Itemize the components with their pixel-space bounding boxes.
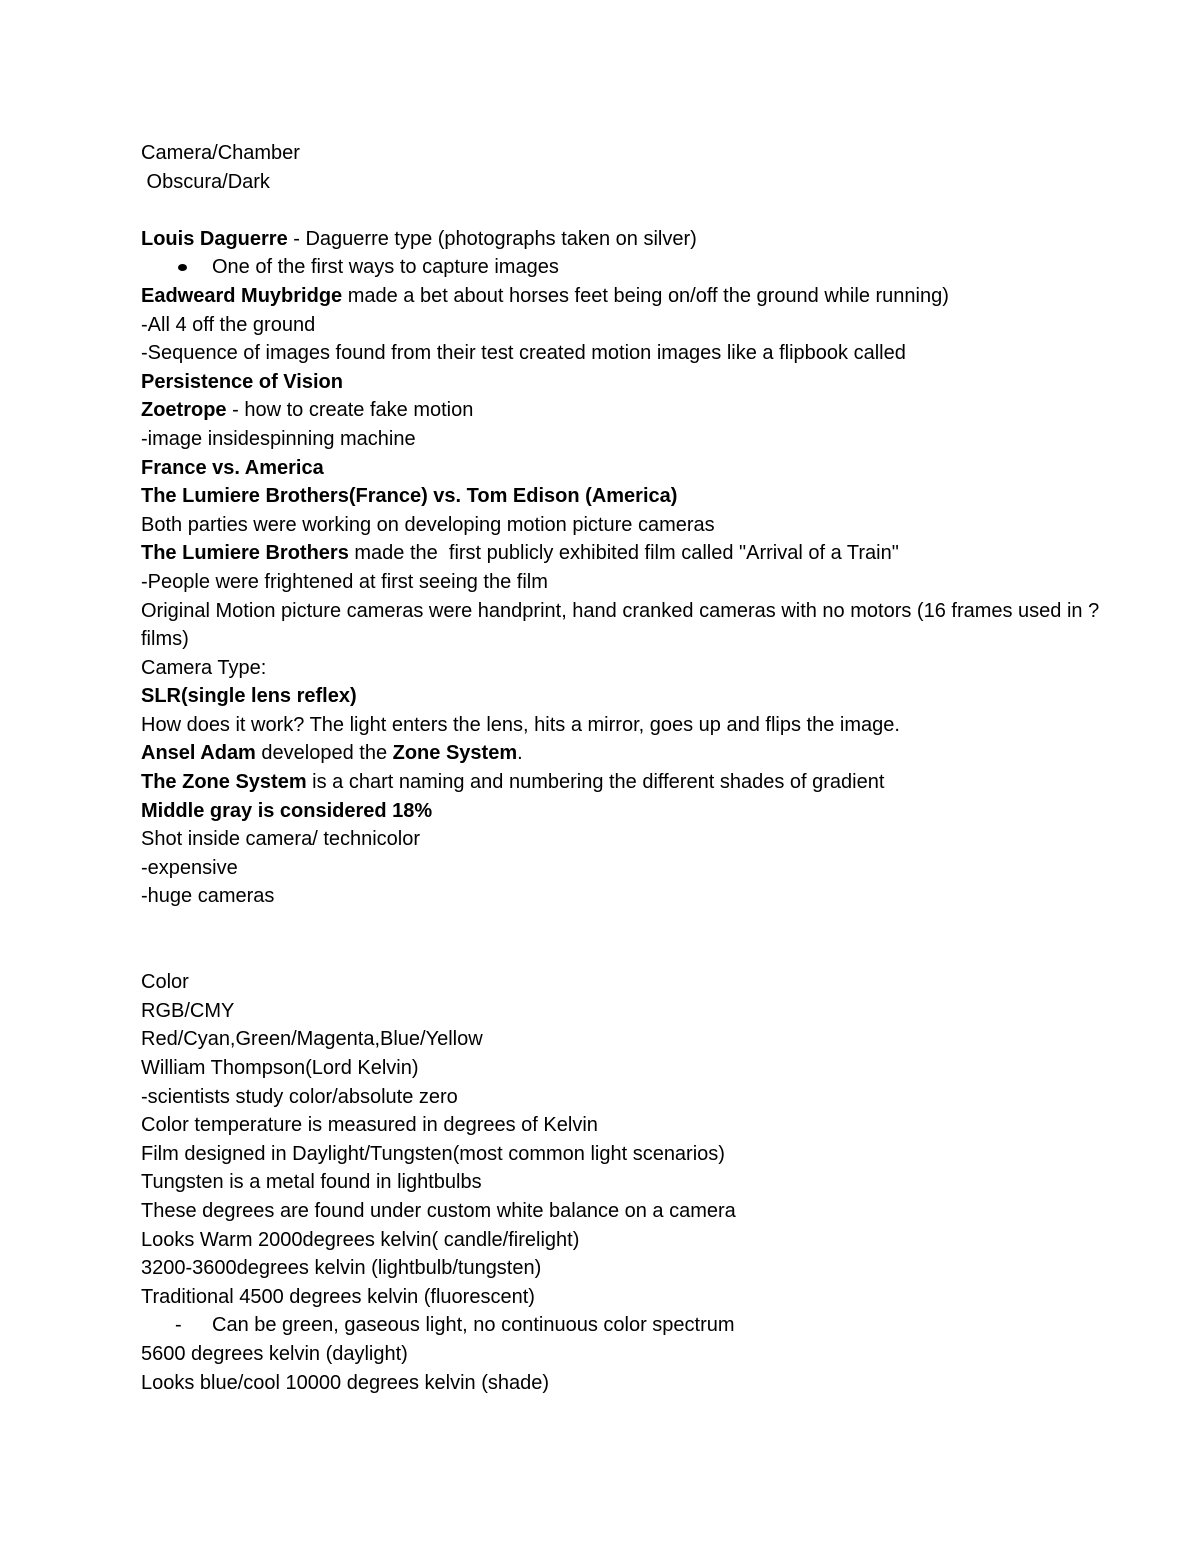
dash-text: Can be green, gaseous light, no continuous color spectrum — [212, 1314, 735, 1337]
note-cool: Looks blue/cool 10000 degrees kelvin (shade) — [141, 1371, 550, 1394]
term-zoetrope: Zoetrope — [141, 399, 227, 422]
dash-marker: - — [175, 1314, 182, 1337]
note-zoetrope-text: - how to create fake motion — [226, 399, 474, 422]
note-ansel-end: . — [517, 742, 523, 765]
bullet-text: One of the first ways to capture images — [212, 256, 559, 279]
note-image-inside: -image insidespinning machine — [141, 427, 416, 450]
document-body — [141, 139, 1141, 1397]
term-middle-gray: Middle gray is considered 18% — [141, 799, 433, 822]
blank-lines — [141, 911, 1141, 968]
note-ansel-text: developed the — [255, 742, 393, 765]
note-film-designed: Film designed in Daylight/Tungsten(most common light scenarios) — [141, 1142, 725, 1165]
note-muybridge-text: made a bet about horses feet being on/off the ground while running) — [342, 284, 949, 307]
bullet-item — [141, 253, 1141, 282]
note-zoetrope — [141, 396, 1141, 425]
note-expensive: -expensive — [141, 856, 238, 879]
dash-item — [141, 1311, 1141, 1340]
term-slr: SLR(single lens reflex) — [141, 685, 357, 708]
note-daguerre — [141, 225, 1141, 254]
note-lumiere-text: made the first publicly exhibited film called "Arrival of a Train" — [348, 542, 899, 565]
note-william-thompson: William Thompson(Lord Kelvin) — [141, 1057, 419, 1079]
note-camera-type: Camera Type: — [141, 656, 267, 679]
blank-line — [141, 196, 1141, 225]
note-traditional: Traditional 4500 degrees kelvin (fluorescent) — [141, 1285, 535, 1308]
note-both-parties: Both parties were working on developing motion picture cameras — [141, 513, 715, 536]
note-huge-cameras: -huge cameras — [141, 885, 275, 908]
note-rgb-cmy: RGB/CMY — [141, 999, 235, 1022]
note-sequence: -Sequence of images found from their test created motion images like a flipbook called — [141, 342, 906, 365]
heading-camera-chamber: Camera/Chamber — [141, 142, 300, 164]
term-louis-daguerre: Louis Daguerre — [141, 227, 288, 250]
note-shot-inside: Shot inside camera/ technicolor — [141, 828, 421, 851]
note-zone-system — [141, 768, 1141, 797]
note-lumiere-exhibited — [141, 539, 1141, 568]
note-color-pairs: Red/Cyan,Green/Magenta,Blue/Yellow — [141, 1028, 483, 1051]
note-ansel-adam — [141, 739, 1141, 768]
note-color-temperature: Color temperature is measured in degrees of Kelvin — [141, 1114, 598, 1137]
term-zone-system: Zone System — [392, 742, 518, 765]
note-3200-3600: 3200-3600degrees kelvin (lightbulb/tungsten) — [141, 1257, 542, 1280]
heading-color: Color — [141, 971, 189, 994]
note-muybridge — [141, 282, 1141, 311]
note-warm: Looks Warm 2000degrees kelvin( candle/firelight) — [141, 1228, 580, 1251]
term-the-zone-system: The Zone System — [141, 771, 307, 794]
note-daguerre-text: - Daguerre type (photographs taken on silver) — [287, 227, 697, 250]
term-ansel-adam: Ansel Adam — [141, 742, 256, 765]
note-original-cameras: Original Motion picture cameras were handprint, hand cranked cameras with no motors (16 frames used in ? films) — [141, 599, 1100, 651]
bullet-dot-icon — [178, 264, 187, 271]
term-lumiere-vs-edison: The Lumiere Brothers(France) vs. Tom Edison (America) — [141, 485, 678, 508]
term-lumiere-brothers: The Lumiere Brothers — [141, 542, 349, 565]
term-persistence-of-vision: Persistence of Vision — [141, 370, 343, 393]
note-how-it-works: How does it work? The light enters the lens, hits a mirror, goes up and flips the image. — [141, 713, 900, 736]
term-eadweard-muybridge: Eadweard Muybridge — [141, 284, 343, 307]
note-zone-text: is a chart naming and numbering the different shades of gradient — [306, 771, 885, 794]
note-scientists: -scientists study color/absolute zero — [141, 1085, 458, 1108]
note-white-balance: These degrees are found under custom white balance on a camera — [141, 1199, 736, 1222]
note-all-four: -All 4 off the ground — [141, 313, 316, 336]
note-tungsten: Tungsten is a metal found in lightbulbs — [141, 1171, 482, 1194]
heading-obscura-dark: Obscura/Dark — [141, 170, 270, 193]
note-daylight: 5600 degrees kelvin (daylight) — [141, 1342, 408, 1365]
note-frightened: -People were frightened at first seeing the film — [141, 570, 548, 593]
term-france-vs-america: France vs. America — [141, 456, 324, 479]
